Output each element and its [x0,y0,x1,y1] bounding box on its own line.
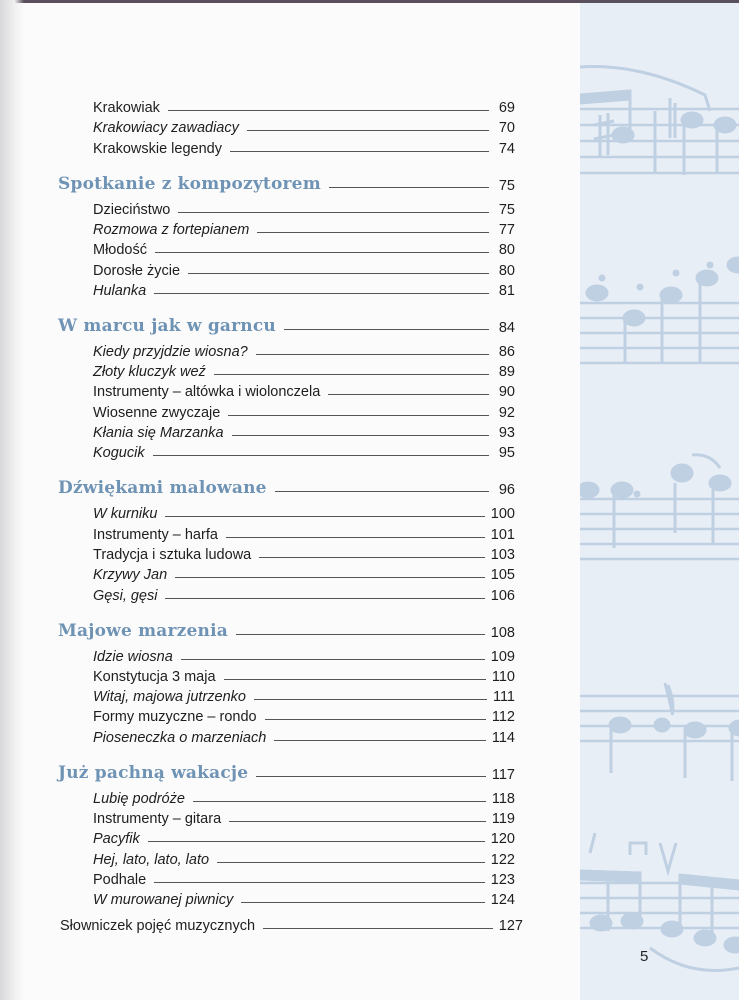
page-number: 5 [640,948,649,965]
toc-entry-page: 74 [498,140,515,157]
toc-entry-title: Kiedy przyjdzie wiosna? [93,343,248,360]
toc-entry-title: Lubię podróże [93,790,185,807]
toc-entry [93,523,515,543]
toc-leader-line [155,252,489,253]
toc-entry-title: Złoty kluczyk weź [93,364,206,381]
toc-entry-title: Słowniczek pojęć muzycznych [60,918,256,935]
toc-entry [93,888,515,908]
toc-entry [93,563,515,583]
toc-entry [93,340,515,360]
toc-section-heading [58,312,515,336]
toc-leader-line [226,537,485,538]
toc-entry-title: Kogucik [93,445,145,462]
toc-leader-line [232,435,489,436]
toc-leader-line [165,598,484,599]
toc-entry-title: Krakowskie legendy [93,140,222,157]
toc-entry [93,645,515,665]
toc-leader-line [284,329,489,330]
toc-entry [93,116,515,136]
toc-leader-line [254,699,487,700]
toc-entry-page: 112 [491,709,515,726]
toc-entry-title: Podhale [93,871,147,888]
toc-entry-title: Kłania się Marzanka [93,425,224,441]
toc-entry [93,827,515,847]
toc-entry [93,665,515,685]
toc-entry [93,787,515,807]
toc-entry-title: Dorosłe życie [93,262,181,279]
toc-section-heading [58,617,515,641]
toc-entry [93,868,515,888]
toc-entry-title: Witaj, majowa jutrzenko [93,689,246,706]
toc-entry [93,96,515,116]
toc-entry-title: Rozmowa z fortepianem [93,221,250,238]
toc-leader-line [230,151,489,152]
toc-entry-title: Hej, lato, lato, lato [93,851,210,868]
toc-entry-page: 118 [491,790,515,807]
toc-entry-title: Już pachną wakacje [58,762,249,783]
toc-entry [93,441,515,461]
toc-entry-title: Majowe marzenia [58,620,228,641]
toc-entry-page: 120 [490,831,515,848]
toc-leader-line [175,577,485,578]
toc-entry [93,685,515,705]
toc-entry [93,401,515,421]
toc-entry [93,380,515,400]
toc-entry-title: Gęsi, gęsi [93,587,158,604]
toc-entry-page: 117 [491,766,515,783]
toc-entry-title: W murowanej piwnicy [93,892,234,909]
toc-entry-page: 92 [498,404,515,421]
toc-leader-line [275,491,489,492]
toc-entry-page: 77 [498,221,515,238]
toc-entry-title: Instrumenty – harfa [93,526,218,543]
toc-entry-title: Pacyfik [93,831,140,848]
toc-leader-line [193,801,486,802]
toc-section-heading [58,474,515,498]
toc-entry [93,360,515,380]
toc-entry-title: Instrumenty – gitara [93,811,222,827]
toc-entry-page: 101 [490,526,515,543]
toc-leader-line [228,415,489,416]
toc-entry-page: 86 [498,343,515,360]
toc-leader-line [259,557,485,558]
toc-leader-line [181,659,485,660]
toc-entry [93,218,515,238]
toc-entry-title: W kurniku [93,506,158,523]
toc-entry [93,421,515,441]
toc-entry [60,914,523,934]
toc-entry [93,279,515,299]
toc-entry-page: 81 [498,282,515,299]
toc-leader-line [265,719,486,720]
toc-entry-page: 103 [490,546,515,563]
toc-entry-title: Tradycja i sztuka ludowa [93,546,252,563]
toc-leader-line [256,776,486,777]
toc-entry [93,259,515,279]
toc-leader-line [214,374,489,375]
toc-entry-page: 75 [498,201,515,218]
toc-leader-line [188,273,489,274]
toc-entry-page: 69 [498,100,515,116]
toc-entry-page: 80 [498,242,515,259]
toc-entry-title: W marcu jak w garncu [58,315,276,336]
toc-entry-page: 93 [498,425,515,441]
toc-entry-page: 122 [490,851,515,868]
toc-entry-page: 127 [498,918,523,935]
toc-leader-line [148,841,485,842]
toc-entry-page: 84 [498,319,515,336]
toc-entry [93,726,515,746]
staff-lines [580,109,739,928]
toc-entry-page: 109 [490,648,515,665]
toc-entry-page: 89 [498,364,515,381]
toc-entry-page: 96 [498,482,515,499]
toc-entry-page: 75 [498,177,515,194]
toc-entry-page: 108 [490,624,515,641]
toc-entry-page: 105 [490,567,515,584]
toc-entry-title: Pioseneczka o marzeniach [93,729,267,746]
toc-entry-page: 100 [490,506,515,523]
toc-section-heading [58,759,515,783]
toc-entry [93,543,515,563]
toc-leader-line [165,516,484,517]
toc-leader-line [241,902,485,903]
toc-entry-title: Krakowiacy zawadiacy [93,120,239,137]
toc-entry-page: 124 [490,892,515,909]
toc-entry [93,584,515,604]
toc-leader-line [256,354,489,355]
toc-entry-page: 114 [491,729,515,746]
toc-entry [93,137,515,157]
music-notation-graphic [580,3,739,1000]
toc-entry [93,238,515,258]
toc-entry-page: 106 [490,587,515,604]
toc-entry-page: 95 [498,445,515,462]
toc-leader-line [328,394,489,395]
toc-leader-line [274,740,486,741]
toc-entry-title: Konstytucja 3 maja [93,668,216,685]
toc-entry [93,198,515,218]
toc-entry-title: Wiosenne zwyczaje [93,404,221,421]
toc-leader-line [257,232,489,233]
toc-leader-line [154,882,485,883]
toc-entry-page: 110 [491,668,515,685]
sheet-music-decoration [580,3,739,1000]
toc-entry-title: Krzywy Jan [93,567,168,584]
toc-leader-line [224,679,486,680]
toc-entry-title: Formy muzyczne – rondo [93,709,257,726]
toc-entry-title: Hulanka [93,282,147,299]
toc-entry-title: Instrumenty – altówka i wiolonczela [93,384,321,401]
toc-leader-line [236,634,485,635]
toc-leader-line [178,212,489,213]
toc-entry-title: Idzie wiosna [93,648,173,665]
toc-entry [93,807,515,827]
toc-leader-line [247,130,489,131]
toc-leader-line [217,862,485,863]
toc-entry-page: 123 [490,871,515,888]
toc-leader-line [229,821,486,822]
toc-entry-page: 80 [498,262,515,279]
toc-section-heading [58,170,515,194]
toc-entry-title: Spotkanie z kompozytorem [58,173,321,194]
toc-entry [93,502,515,522]
toc-entry-page: 90 [498,384,515,401]
notes [580,67,739,971]
toc-leader-line [154,293,489,294]
toc-entry-page: 119 [491,811,515,827]
toc-entry [93,705,515,725]
toc-entry-page: 70 [498,120,515,137]
toc-entry-title: Dzieciństwo [93,201,171,218]
toc-leader-line [153,455,489,456]
toc-leader-line [263,928,493,929]
toc-entry-title: Młodość [93,242,147,259]
toc-leader-line [329,187,489,188]
toc-entry-title: Krakowiak [93,100,160,116]
toc-entry [93,848,515,868]
toc-leader-line [168,110,489,111]
toc-entry-title: Dźwiękami malowane [58,478,267,499]
toc-entry-page: 111 [492,689,515,706]
